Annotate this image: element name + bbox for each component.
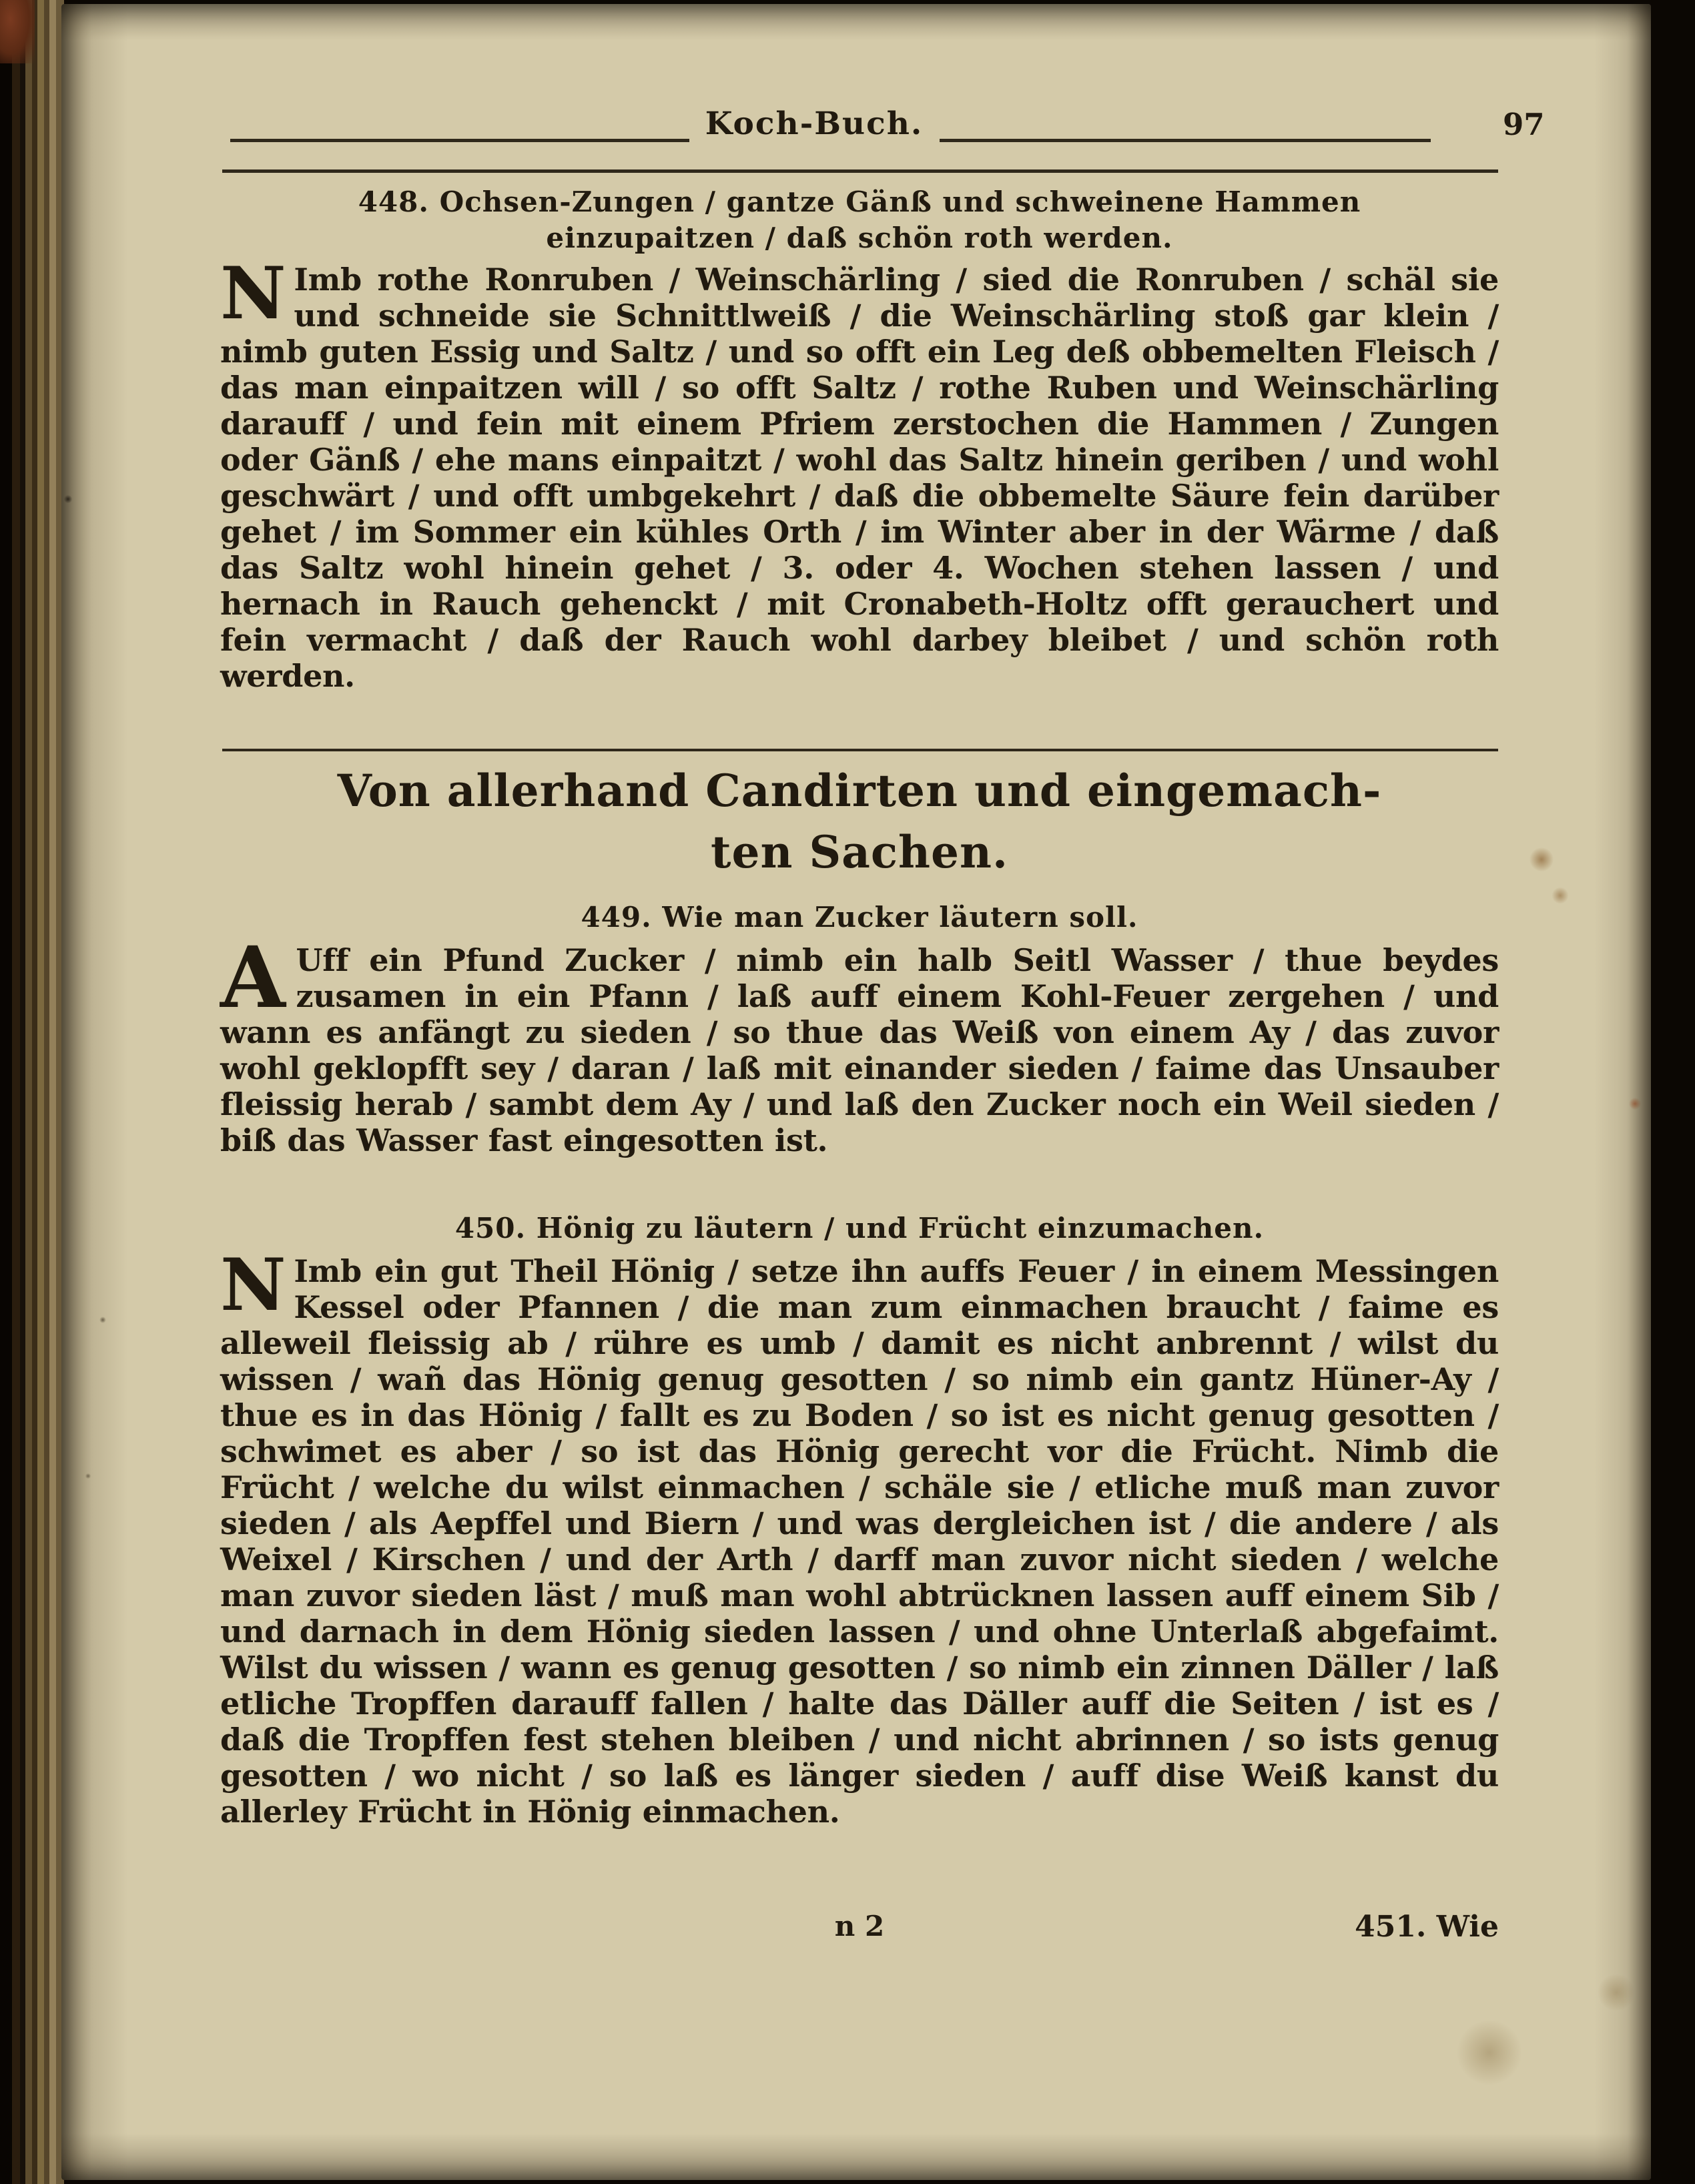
- catchword: 451. Wie: [1355, 1910, 1499, 1944]
- book-binding: [0, 0, 64, 2184]
- header-rule-full: [222, 169, 1498, 173]
- dropcap-a-449: A: [220, 928, 286, 1027]
- recipe-449-text: Uff ein Pfund Zucker / nimb ein halb Seitl Wasser / thue beydes zusamen in ein Pfann / laß auff einem Kohl-Feuer zergehen / und wann es anfängt zu sieden / so thue das Weiß von einem Ay / das zuvor wohl geklopfft sey / daran / laß mit einander sieden / faime das Unsauber fleissig herab / sambt dem Ay / und laß den Zucker noch ein Weil sieden / biß das Wasser fast eingesotten ist.: [220, 942, 1499, 1158]
- recipe-449-body: [220, 928, 1499, 1158]
- header-rule-left: [230, 139, 689, 142]
- dropcap-n-450: N: [220, 1243, 286, 1327]
- section-heading-line2: ten Sachen.: [711, 826, 1008, 878]
- header-rule-right: [940, 139, 1431, 142]
- running-head-title: Koch-Buch.: [705, 105, 924, 142]
- recipe-448-text: Imb rothe Ronruben / Weinschärling / sied die Ronruben / schäl sie und schneide sie Schnittlweiß / die Weinschärling stoß gar klein / nimb guten Essig und Saltz / und so offt ein Leg deß obbemelten Fleisch / das man einpaitzen will / so offt Saltz / rothe Ruben und Weinschärling darauff / und fein mit einem Pfriem zerstochen die Hammen / Zungen oder Gänß / ehe mans einpaitzt / wohl das Saltz hinein geriben / und wohl geschwärt / und offt umbgekehrt / daß die obbemelte Säure fein darüber gehet / im Sommer ein kühles Orth / im Winter aber in der Wärme / daß das Saltz wohl hinein gehet / 3. oder 4. Wochen stehen lassen / und hernach in Rauch gehenckt / mit Cronabeth-Holtz offt gerauchert und fein vermacht / daß der Rauch wohl darbey bleibet / und schön roth werden.: [220, 262, 1499, 694]
- dropcap-n-448: N: [220, 252, 286, 336]
- recipe-448-heading-line1: 448. Ochsen-Zungen / gantze Gänß und schweinene Hammen: [358, 186, 1361, 218]
- section-heading-line1: Von allerhand Candirten und eingemach-: [337, 765, 1382, 817]
- recipe-448-body: [220, 252, 1499, 694]
- recipe-450-text: Imb ein gut Theil Hönig / setze ihn auffs Feuer / in einem Messingen Kessel oder Pfannen / die man zum einmachen braucht / faime es alleweil fleissig ab / rühre es umb / damit es nicht anbrennt / wilst du wissen / wañ das Hönig genug gesotten / so nimb ein gantz Hüner-Ay / thue es in das Hönig / fallt es zu Boden / so ist es nicht genug gesotten / schwimet es aber / so ist das Hönig gerecht vor die Frücht. Nimb die Frücht / welche du wilst einmachen / schäle sie / etliche muß man zuvor sieden / als Aepffel und Biern / und was dergleichen ist / die andere / als Weixel / Kirschen / und der Arth / darff man zuvor nicht sieden / welche man zuvor sieden läst / muß man wohl abtrücknen lassen auff einem Sib / und darnach in dem Hönig sieden lassen / und ohne Unterlaß abgefaimt. Wilst du wissen / wann es genug gesotten / so nimb ein zinnen Däller / laß etliche Tropffen darauff fallen / halte das Däller auff die Seiten / ist es / daß die Tropffen fest stehen bleiben / und nicht abrinnen / so ists genug gesotten / wo nicht / so laß es länger sieden / auff dise Weiß kanst du allerley Frücht in Hönig einmachen.: [220, 1253, 1499, 1830]
- binding-stain: [0, 0, 35, 63]
- signature-mark: n 2: [834, 1910, 885, 1942]
- section-rule: [222, 749, 1498, 751]
- recipe-450-heading: 450. Hönig zu läutern / und Frücht einzumachen.: [454, 1212, 1265, 1244]
- recipe-449-heading: 449. Wie man Zucker läutern soll.: [581, 901, 1138, 934]
- recipe-450-body: [220, 1243, 1499, 1830]
- page-corner-fold: [61, 2081, 168, 2180]
- recipe-448-heading-line2: einzupaitzen / daß schön roth werden.: [546, 222, 1173, 254]
- page-number: 97: [1503, 107, 1545, 142]
